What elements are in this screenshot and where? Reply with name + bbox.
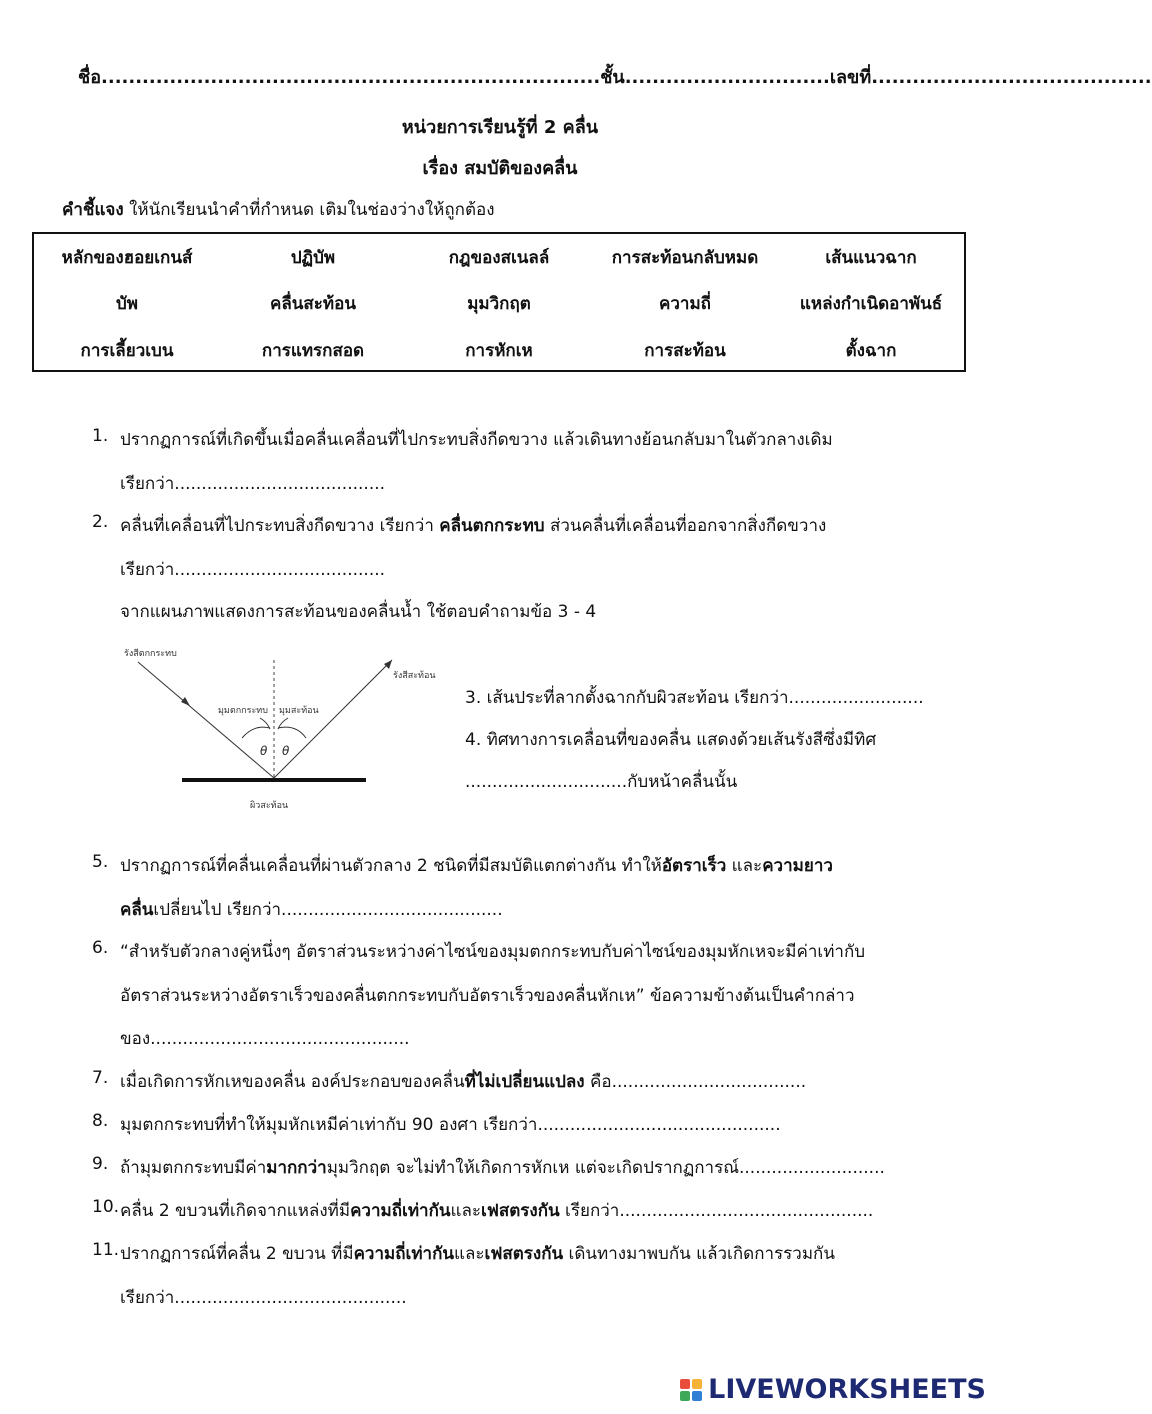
word-bank-item: การแทรกสอด [261, 341, 365, 361]
liveworksheets-logo[interactable] [680, 1374, 986, 1405]
logo-square [692, 1379, 702, 1389]
word-bank-item: คลื่นสะท้อน [270, 294, 356, 314]
question-3[interactable]: 3. เส้นประที่ลากตั้งฉากกับผิวสะท้อน เรียกว่า......................... [465, 688, 924, 708]
question-9[interactable] [120, 1154, 885, 1181]
question-2-line-1 [120, 512, 826, 539]
incident-ray-label: รังสีตกกระทบ [124, 649, 177, 659]
question-number: 2. [92, 512, 109, 532]
liveworksheets-logo-text: LIVEWORKSHEETS [708, 1374, 986, 1405]
q11-mid: และ [454, 1244, 485, 1264]
word-bank-item: ความถี่ [659, 294, 711, 314]
question-number: 10. [92, 1197, 120, 1217]
word-bank-item: ปฏิบัพ [290, 248, 336, 268]
incident-ray-line [138, 662, 274, 778]
q11-bold-1: ความถี่เท่ากัน [353, 1244, 455, 1264]
question-4-line-1: 4. ทิศทางการเคลื่อนที่ของคลื่น แสดงด้วยเส้นรังสีซึ่งมีทิศ [465, 730, 877, 750]
question-2-answer-blank[interactable]: เรียกว่า....................................... [120, 560, 386, 580]
question-1-answer-blank[interactable]: เรียกว่า....................................... [120, 474, 386, 494]
question-6-line-1: “สำหรับตัวกลางคู่หนึ่งๆ อัตราส่วนระหว่างค่าไซน์ของมุมตกกระทบกับค่าไซน์ของมุมหักเหจะมีค่าเท่ากับ [120, 942, 866, 962]
q2-bold: คลื่นตกกระทบ [439, 516, 545, 536]
q10-pre: คลื่น 2 ขบวนที่เกิดจากแหล่งที่มี [120, 1201, 351, 1221]
surface-label: ผิวสะท้อน [250, 801, 289, 811]
word-bank-item: หลักของฮอยเกนส์ [61, 248, 193, 268]
q5-bold-3: คลื่น [120, 900, 154, 920]
word-bank-item: การเลี้ยวเบน [80, 341, 174, 361]
q11-bold-2: เฟสตรงกัน [484, 1244, 564, 1264]
question-number: 7. [92, 1068, 109, 1088]
word-bank-item: กฎของสเนลล์ [448, 248, 550, 268]
topic-title: เรื่อง สมบัติของคลื่น [422, 158, 578, 179]
q9-post: มุมวิกฤต จะไม่ทำให้เกิดการหักเห แต่จะเกิดปรากฏการณ์........................... [326, 1158, 885, 1178]
question-8[interactable]: มุมตกกระทบที่ทำให้มุมหักเหมีค่าเท่ากับ 90 องศา เรียกว่า............................................. [120, 1115, 781, 1135]
q5-pre: ปรากฏการณ์ที่คลื่นเคลื่อนที่ผ่านตัวกลาง 2 ชนิดที่มีสมบัติแตกต่างกัน ทำให้ [120, 856, 662, 876]
name-class-number-line: ชื่อ.........................................................................ชั้น..............................เลขที่......................................... [78, 67, 1152, 88]
instructions-text: ให้นักเรียนนำคำที่กำหนด เติมในช่องว่างให้ถูกต้อง [123, 200, 495, 220]
q2-post: ส่วนคลื่นที่เคลื่อนที่ออกจากสิ่งกีดขวาง [544, 516, 827, 536]
question-7[interactable] [120, 1068, 806, 1095]
reflection-diagram [110, 640, 450, 820]
q10-bold-2: เฟสตรงกัน [481, 1201, 560, 1221]
word-bank-item: มุมวิกฤต [467, 294, 531, 314]
incident-arrow-icon [181, 697, 190, 706]
question-number: 9. [92, 1154, 109, 1174]
word-bank-item: บัพ [116, 294, 138, 314]
reflected-angle-label: มุมสะท้อน [279, 706, 319, 716]
question-number: 8. [92, 1111, 109, 1131]
q5-bold-2: ความยาว [762, 856, 833, 876]
question-number: 1. [92, 426, 109, 446]
question-4-answer-blank[interactable]: ..............................กับหน้าคลื่นนั้น [465, 772, 738, 792]
q11-pre: ปรากฏการณ์ที่คลื่น 2 ขบวน ที่มี [120, 1244, 354, 1264]
theta-incident-label: θ [260, 744, 268, 758]
theta-reflected-label: θ [282, 744, 290, 758]
instructions [62, 196, 495, 223]
incident-angle-label: มุมตกกระทบ [218, 706, 268, 716]
q5-mid: และ [726, 856, 763, 876]
reflected-ray-label: รังสีสะท้อน [393, 671, 436, 681]
question-number: 6. [92, 938, 109, 958]
question-5-line-1 [120, 852, 833, 879]
q2-pre: คลื่นที่เคลื่อนที่ไปกระทบสิ่งกีดขวาง เรียกว่า [120, 516, 440, 536]
reflected-angle-arc [278, 727, 306, 738]
q5-post: เปลี่ยนไป เรียกว่า......................................... [153, 900, 503, 920]
question-1-line-1: ปรากฏการณ์ที่เกิดขึ้นเมื่อคลื่นเคลื่อนที่ไปกระทบสิ่งกีดขวาง แล้วเดินทางย้อนกลับมาในตัวกลางเดิม [120, 430, 833, 450]
logo-square [680, 1379, 690, 1389]
q7-bold: ที่ไม่เปลี่ยนแปลง [464, 1072, 585, 1092]
q9-pre: ถ้ามุมตกกระทบมีค่า [120, 1158, 267, 1178]
reflected-ray-line [274, 660, 392, 778]
logo-square [680, 1391, 690, 1401]
question-10[interactable] [120, 1197, 873, 1224]
word-bank [32, 232, 966, 372]
incident-angle-arc [242, 727, 270, 738]
word-bank-item: การหักเห [465, 341, 533, 361]
question-11-line-1 [120, 1240, 835, 1267]
word-bank-item: แหล่งกำเนิดอาพันธ์ [799, 294, 943, 314]
q5-bold-1: อัตราเร็ว [661, 856, 727, 876]
q10-mid: และ [450, 1201, 482, 1221]
logo-square [692, 1391, 702, 1401]
word-bank-item: การสะท้อนกลับหมด [611, 248, 759, 268]
word-bank-item: เส้นแนวฉาก [825, 248, 917, 268]
q7-pre: เมื่อเกิดการหักเหของคลื่น องค์ประกอบของคลื่น [120, 1072, 465, 1092]
instructions-label: คำชี้แจง [62, 200, 124, 220]
q10-post: เรียกว่า............................................... [559, 1201, 874, 1221]
question-number: 5. [92, 852, 109, 872]
word-bank-item: ตั้งฉาก [845, 341, 897, 361]
question-number: 11. [92, 1240, 120, 1260]
liveworksheets-logo-icon [680, 1379, 702, 1401]
q7-post: คือ.................................... [584, 1072, 807, 1092]
question-11-answer-blank[interactable]: เรียกว่า........................................... [120, 1288, 407, 1308]
diagram-intro: จากแผนภาพแสดงการสะท้อนของคลื่นน้ำ ใช้ตอบคำถามข้อ 3 - 4 [120, 602, 597, 622]
q11-post: เดินทางมาพบกัน แล้วเกิดการรวมกัน [563, 1244, 835, 1264]
reflected-arrow-icon [384, 660, 392, 669]
unit-title: หน่วยการเรียนรู้ที่ 2 คลื่น [401, 117, 599, 138]
question-6-line-2: อัตราส่วนระหว่างอัตราเร็วของคลื่นตกกระทบกับอัตราเร็วของคลื่นหักเห” ข้อความข้างต้นเป็นคำกล่าว [120, 986, 855, 1006]
question-6-answer-blank[interactable]: ของ................................................ [120, 1029, 410, 1049]
q9-bold: มากกว่า [266, 1158, 327, 1178]
question-5-line-2[interactable] [120, 896, 503, 923]
q10-bold-1: ความถี่เท่ากัน [350, 1201, 451, 1221]
word-bank-item: การสะท้อน [644, 341, 726, 361]
